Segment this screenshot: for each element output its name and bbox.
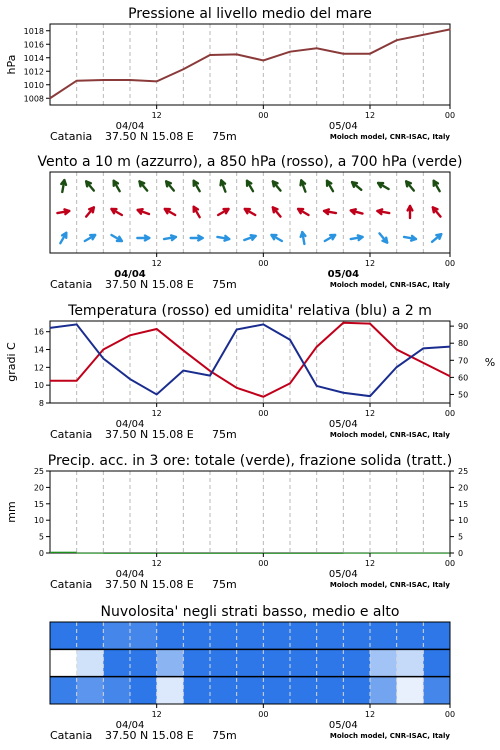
temperature-point bbox=[289, 383, 290, 384]
cloud-cell-medio bbox=[103, 649, 130, 677]
temperature-xtick-label: 12 bbox=[364, 409, 376, 418]
temperature-ytick-label: 10 bbox=[33, 381, 44, 391]
pressure-xtick-label: 12 bbox=[364, 111, 376, 120]
wind-arrow bbox=[218, 209, 228, 215]
pressure-point bbox=[423, 34, 424, 35]
temperature-point bbox=[236, 387, 237, 388]
clouds-footer-coords: 37.50 N 15.08 E bbox=[105, 729, 194, 742]
precip-frame bbox=[50, 471, 450, 553]
cloud-cell-basso bbox=[50, 677, 77, 705]
cloud-cell-alto bbox=[183, 622, 210, 650]
precip-xtick-label: 00 bbox=[258, 559, 269, 568]
pressure-xtick-label: 00 bbox=[258, 111, 269, 120]
cloud-cell-alto bbox=[130, 622, 157, 650]
wind-date-label: 05/04 bbox=[327, 269, 360, 280]
wind-arrow bbox=[138, 209, 149, 214]
temperature-point bbox=[49, 380, 50, 381]
wind-arrow bbox=[298, 209, 308, 215]
precip-bar bbox=[343, 553, 370, 554]
humidity-point bbox=[76, 324, 77, 325]
pressure-point bbox=[396, 40, 397, 41]
wind-arrow bbox=[301, 232, 306, 244]
temperature-ytick-right-label: 60 bbox=[458, 373, 469, 383]
cloud-cell-basso bbox=[237, 677, 264, 705]
cloud-cell-basso bbox=[77, 677, 104, 705]
temperature-point bbox=[103, 349, 104, 350]
cloud-cell-medio bbox=[423, 649, 450, 677]
wind-arrow bbox=[111, 235, 121, 241]
precip-bar bbox=[370, 553, 397, 554]
temperature-point bbox=[423, 362, 424, 363]
cloud-cell-basso bbox=[290, 677, 317, 705]
precip-title: Precip. acc. in 3 ore: totale (verde), frazione solida (tratt.) bbox=[47, 453, 453, 469]
wind-arrow bbox=[194, 207, 200, 217]
temperature-footer-coords: 37.50 N 15.08 E bbox=[105, 428, 194, 441]
wind-arrow bbox=[139, 181, 147, 190]
wind-arrow bbox=[434, 181, 440, 191]
cloud-cell-medio bbox=[397, 649, 424, 677]
cloud-cell-basso bbox=[397, 677, 424, 705]
wind-arrow bbox=[327, 181, 333, 191]
cloud-cell-medio bbox=[130, 649, 157, 677]
cloud-cell-medio bbox=[290, 649, 317, 677]
cloud-cell-basso bbox=[343, 677, 370, 705]
cloud-cell-medio bbox=[77, 649, 104, 677]
wind-footer-location: Catania bbox=[50, 278, 93, 291]
humidity-point bbox=[263, 324, 264, 325]
cloud-cell-basso bbox=[183, 677, 210, 705]
wind-arrow bbox=[301, 180, 306, 191]
wind-arrow bbox=[377, 209, 389, 214]
wind-arrow bbox=[432, 234, 441, 242]
pressure-ytick-label: 1018 bbox=[23, 26, 44, 36]
wind-arrow bbox=[351, 209, 363, 214]
precip-ytick-right-label: 15 bbox=[458, 499, 469, 509]
precip-bar bbox=[50, 552, 77, 553]
cloud-cell-basso bbox=[103, 677, 130, 705]
temperature-ylabel: gradi C bbox=[5, 342, 18, 382]
temperature-point bbox=[396, 349, 397, 350]
pressure-footer-model: Moloch model, CNR-ISAC, Italy bbox=[329, 133, 450, 141]
clouds-xtick-label: 12 bbox=[151, 710, 162, 719]
precip-ytick-label: 5 bbox=[38, 532, 44, 542]
wind-footer-coords: 37.50 N 15.08 E bbox=[105, 278, 194, 291]
pressure-ytick-label: 1012 bbox=[23, 67, 44, 77]
wind-arrow bbox=[247, 181, 253, 191]
humidity-point bbox=[396, 367, 397, 368]
precip-ytick-label: 10 bbox=[33, 516, 44, 526]
temperature-point bbox=[183, 350, 184, 351]
wind-arrow bbox=[271, 235, 281, 241]
precip-bar bbox=[397, 553, 424, 554]
temperature-line bbox=[50, 323, 450, 397]
temperature-xtick-label: 00 bbox=[258, 409, 269, 418]
precip-bar bbox=[210, 553, 237, 554]
cloud-cell-alto bbox=[157, 622, 184, 650]
precip-bar bbox=[130, 553, 157, 554]
wind-footer-model: Moloch model, CNR-ISAC, Italy bbox=[329, 281, 450, 289]
precip-bar bbox=[103, 553, 130, 554]
cloud-cell-basso bbox=[157, 677, 184, 705]
humidity-point bbox=[236, 329, 237, 330]
pressure-date-label: 05/04 bbox=[328, 121, 358, 132]
temperature-ytick-right-label: 50 bbox=[458, 390, 469, 400]
wind-arrow bbox=[164, 235, 176, 240]
cloud-cell-alto bbox=[370, 622, 397, 650]
wind-arrow bbox=[194, 181, 200, 191]
cloud-cell-alto bbox=[343, 622, 370, 650]
cloud-cell-medio bbox=[370, 649, 397, 677]
pressure-frame bbox=[50, 24, 450, 105]
pressure-title: Pressione al livello medio del mare bbox=[128, 6, 372, 22]
wind-arrow bbox=[111, 209, 121, 215]
precip-xtick-label: 00 bbox=[444, 559, 456, 568]
humidity-point bbox=[449, 346, 450, 347]
temperature-point bbox=[76, 380, 77, 381]
wind-arrow bbox=[61, 180, 66, 192]
pressure-ytick-label: 1016 bbox=[23, 40, 44, 50]
pressure-point bbox=[129, 79, 130, 80]
temperature-point bbox=[156, 328, 157, 329]
pressure-point bbox=[343, 53, 344, 54]
pressure-ytick-label: 1014 bbox=[23, 53, 44, 63]
temperature-xtick-label: 12 bbox=[151, 409, 162, 418]
cloud-cell-medio bbox=[210, 649, 237, 677]
temperature-point bbox=[316, 346, 317, 347]
temperature-ytick-right-label: 70 bbox=[458, 356, 469, 366]
precip-bar bbox=[263, 553, 290, 554]
cloud-cell-basso bbox=[263, 677, 290, 705]
cloud-cell-alto bbox=[397, 622, 424, 650]
cloud-cell-medio bbox=[50, 649, 77, 677]
precip-date-label: 04/04 bbox=[115, 569, 145, 580]
cloud-cell-basso bbox=[210, 677, 237, 705]
wind-arrow bbox=[379, 233, 387, 242]
cloud-cell-alto bbox=[210, 622, 237, 650]
cloud-cell-alto bbox=[77, 622, 104, 650]
temperature-date-label: 04/04 bbox=[115, 419, 145, 430]
humidity-point bbox=[289, 339, 290, 340]
pressure-point bbox=[103, 79, 104, 80]
precip-xtick-label: 12 bbox=[151, 559, 162, 568]
precip-xtick-label: 12 bbox=[364, 559, 376, 568]
temperature-footer-location: Catania bbox=[50, 428, 93, 441]
wind-arrow bbox=[325, 235, 335, 241]
pressure-date-label: 04/04 bbox=[115, 121, 145, 132]
precip-bar bbox=[317, 553, 344, 554]
precip-footer-model: Moloch model, CNR-ISAC, Italy bbox=[329, 581, 450, 589]
cloud-cell-medio bbox=[317, 649, 344, 677]
temperature-ytick-label: 12 bbox=[33, 363, 44, 373]
humidity-point bbox=[103, 358, 104, 359]
wind-arrow bbox=[351, 235, 363, 240]
wind-arrow bbox=[137, 236, 149, 241]
pressure-point bbox=[316, 48, 317, 49]
clouds-xtick-label: 00 bbox=[444, 710, 456, 719]
temperature-point bbox=[449, 376, 450, 377]
wind-arrow bbox=[273, 207, 281, 216]
clouds-footer-elevation: 75m bbox=[212, 729, 237, 742]
pressure-line bbox=[50, 29, 450, 98]
cloud-cell-medio bbox=[263, 649, 290, 677]
cloud-cell-alto bbox=[263, 622, 290, 650]
wind-arrow bbox=[324, 209, 336, 214]
wind-arrow bbox=[352, 182, 361, 190]
cloud-cell-basso bbox=[423, 677, 450, 705]
cloud-cell-basso bbox=[370, 677, 397, 705]
humidity-line bbox=[50, 324, 450, 396]
cloud-cell-alto bbox=[317, 622, 344, 650]
wind-arrow bbox=[86, 207, 94, 216]
pressure-point bbox=[209, 54, 210, 55]
pressure-ytick-label: 1010 bbox=[23, 80, 44, 90]
wind-xtick-label: 00 bbox=[258, 259, 269, 268]
cloud-cell-medio bbox=[183, 649, 210, 677]
wind-xtick-label: 12 bbox=[151, 259, 162, 268]
temperature-ytick-label: 14 bbox=[33, 345, 44, 355]
wind-arrow bbox=[433, 207, 441, 216]
precip-ytick-label: 20 bbox=[33, 483, 44, 493]
clouds-title: Nuvolosita' negli strati basso, medio e alto bbox=[100, 604, 400, 620]
precip-ytick-label: 25 bbox=[33, 467, 44, 476]
pressure-ylabel: hPa bbox=[5, 54, 18, 75]
pressure-point bbox=[263, 60, 264, 61]
precip-ytick-label: 15 bbox=[33, 499, 44, 509]
wind-arrow bbox=[273, 181, 281, 190]
clouds-xtick-label: 00 bbox=[258, 710, 269, 719]
cloud-cell-basso bbox=[317, 677, 344, 705]
wind-arrow bbox=[217, 236, 229, 241]
wind-arrow bbox=[378, 183, 388, 189]
precip-footer-coords: 37.50 N 15.08 E bbox=[105, 578, 194, 591]
cloud-cell-alto bbox=[237, 622, 264, 650]
clouds-date-label: 05/04 bbox=[328, 720, 358, 731]
cloud-cell-medio bbox=[237, 649, 264, 677]
temperature-ytick-right-label: 90 bbox=[458, 322, 469, 332]
pressure-point bbox=[156, 81, 157, 82]
temperature-footer-elevation: 75m bbox=[212, 428, 237, 441]
temperature-footer-model: Moloch model, CNR-ISAC, Italy bbox=[329, 431, 450, 439]
wind-arrow bbox=[57, 209, 69, 214]
pressure-point bbox=[236, 54, 237, 55]
temperature-ytick-right-label: 80 bbox=[458, 339, 469, 349]
humidity-point bbox=[129, 378, 130, 379]
precip-bar bbox=[157, 553, 184, 554]
precip-ytick-right-label: 20 bbox=[458, 483, 469, 493]
wind-footer-elevation: 75m bbox=[212, 278, 237, 291]
pressure-ytick-label: 1008 bbox=[23, 94, 44, 104]
wind-arrow bbox=[114, 181, 120, 191]
pressure-xtick-label: 12 bbox=[151, 111, 162, 120]
temperature-point bbox=[209, 370, 210, 371]
humidity-point bbox=[156, 394, 157, 395]
precip-bar bbox=[290, 553, 317, 554]
precip-ylabel: mm bbox=[5, 501, 18, 523]
wind-arrow bbox=[60, 233, 66, 243]
cloud-cell-alto bbox=[50, 622, 77, 650]
cloud-cell-basso bbox=[130, 677, 157, 705]
humidity-point bbox=[183, 370, 184, 371]
pressure-footer-coords: 37.50 N 15.08 E bbox=[105, 130, 194, 143]
clouds-footer-location: Catania bbox=[50, 729, 93, 742]
precip-footer-location: Catania bbox=[50, 578, 93, 591]
humidity-point bbox=[423, 348, 424, 349]
pressure-point bbox=[369, 53, 370, 54]
precip-bar bbox=[237, 553, 264, 554]
humidity-point bbox=[49, 327, 50, 328]
wind-arrow bbox=[85, 235, 95, 241]
temperature-title: Temperatura (rosso) ed umidita' relativa (blu) a 2 m bbox=[68, 303, 432, 319]
wind-arrow bbox=[221, 180, 226, 191]
wind-arrow bbox=[408, 206, 413, 218]
humidity-point bbox=[369, 396, 370, 397]
pressure-xtick-label: 00 bbox=[444, 111, 456, 120]
precip-ytick-right-label: 0 bbox=[458, 549, 464, 558]
cloud-cell-alto bbox=[103, 622, 130, 650]
temperature-point bbox=[263, 396, 264, 397]
precip-ytick-right-label: 10 bbox=[458, 516, 469, 526]
wind-xtick-label: 12 bbox=[364, 259, 376, 268]
humidity-point bbox=[209, 375, 210, 376]
precip-bar bbox=[423, 553, 450, 554]
wind-arrow bbox=[86, 181, 94, 190]
cloud-cell-medio bbox=[157, 649, 184, 677]
precip-bar bbox=[77, 553, 104, 554]
humidity-point bbox=[316, 385, 317, 386]
precip-ytick-label: 0 bbox=[38, 549, 44, 558]
pressure-point bbox=[183, 69, 184, 70]
wind-arrow bbox=[165, 209, 175, 215]
temperature-ylabel-right: % bbox=[484, 356, 496, 369]
wind-date-label: 04/04 bbox=[114, 269, 146, 280]
temperature-point bbox=[343, 322, 344, 323]
wind-arrow bbox=[406, 181, 414, 190]
cloud-cell-medio bbox=[343, 649, 370, 677]
pressure-footer-location: Catania bbox=[50, 130, 93, 143]
temperature-ytick-label: 16 bbox=[33, 327, 44, 337]
temperature-date-label: 05/04 bbox=[328, 419, 358, 430]
temperature-point bbox=[129, 335, 130, 336]
wind-arrow bbox=[404, 236, 416, 241]
pressure-footer-elevation: 75m bbox=[212, 130, 237, 143]
wind-arrow bbox=[245, 209, 255, 215]
temperature-point bbox=[369, 323, 370, 324]
cloud-cell-alto bbox=[290, 622, 317, 650]
precip-date-label: 05/04 bbox=[328, 569, 358, 580]
humidity-point bbox=[343, 392, 344, 393]
precip-ytick-right-label: 5 bbox=[458, 532, 464, 542]
clouds-date-label: 04/04 bbox=[115, 720, 145, 731]
precip-ytick-right-label: 25 bbox=[458, 467, 469, 476]
wind-arrow bbox=[191, 236, 203, 241]
temperature-xtick-label: 00 bbox=[444, 409, 456, 418]
pressure-point bbox=[449, 29, 450, 30]
precip-bar bbox=[183, 553, 210, 554]
pressure-point bbox=[76, 80, 77, 81]
pressure-point bbox=[289, 51, 290, 52]
wind-arrow bbox=[244, 235, 255, 240]
cloud-cell-alto bbox=[423, 622, 450, 650]
precip-footer-elevation: 75m bbox=[212, 578, 237, 591]
temperature-frame bbox=[50, 321, 450, 403]
clouds-xtick-label: 12 bbox=[364, 710, 376, 719]
pressure-point bbox=[49, 98, 50, 99]
wind-xtick-label: 00 bbox=[444, 259, 456, 268]
wind-title: Vento a 10 m (azzurro), a 850 hPa (rosso), a 700 hPa (verde) bbox=[37, 154, 463, 170]
temperature-ytick-label: 8 bbox=[38, 399, 44, 408]
wind-arrow bbox=[166, 181, 174, 190]
clouds-footer-model: Moloch model, CNR-ISAC, Italy bbox=[329, 732, 450, 740]
